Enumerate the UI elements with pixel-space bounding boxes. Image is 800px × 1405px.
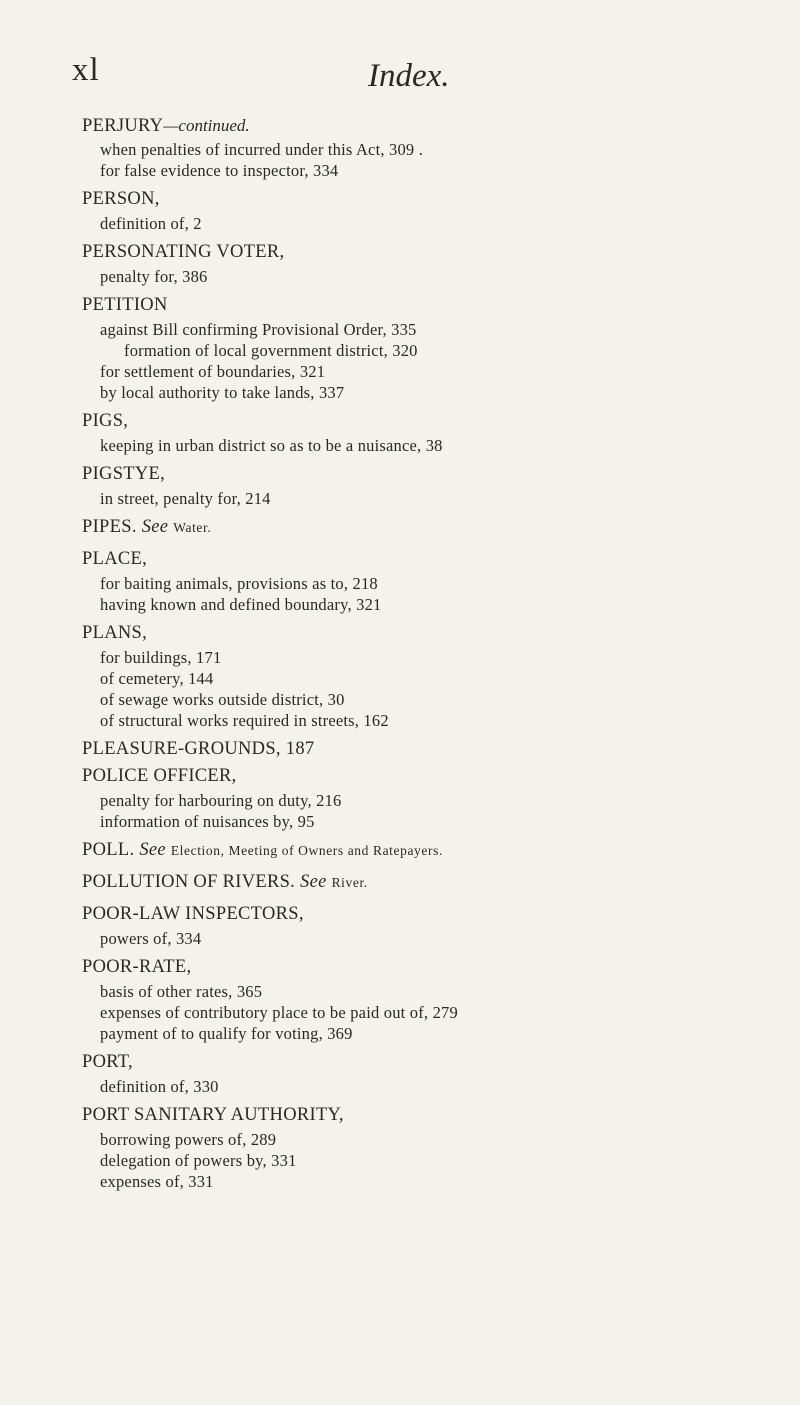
heading-text: POOR-RATE, xyxy=(82,957,192,977)
index-entry xyxy=(0,736,800,763)
index-entry xyxy=(0,763,800,832)
index-entry xyxy=(0,112,800,181)
sub-entry: formation of local government district, 320 xyxy=(124,341,418,360)
sub-entry: for settlement of boundaries, 321 xyxy=(100,362,326,381)
index-entry xyxy=(0,869,800,896)
sub-entry: borrowing powers of, 289 xyxy=(100,1130,277,1149)
sub-entry: definition of, 2 xyxy=(100,214,202,233)
index-entry xyxy=(0,1102,800,1192)
index-entry xyxy=(0,620,800,731)
heading-text: PORT SANITARY AUTHORITY, xyxy=(82,1105,344,1125)
index-entry xyxy=(0,546,800,615)
see-label: See xyxy=(300,872,327,892)
sub-entry: expenses of, 331 xyxy=(100,1172,214,1191)
index-entry xyxy=(0,186,800,234)
heading-text: PERSONATING VOTER, xyxy=(82,242,285,262)
heading-text: POLLUTION OF RIVERS. xyxy=(82,872,296,892)
sub-entry: in street, penalty for, 214 xyxy=(100,489,271,508)
cross-reference: River. xyxy=(331,875,368,890)
index-entry xyxy=(0,901,800,949)
sub-entry: for false evidence to inspector, 334 xyxy=(100,161,339,180)
sub-entry: payment of to qualify for voting, 369 xyxy=(100,1024,353,1043)
heading-text: PLANS, xyxy=(82,623,148,643)
sub-entry: expenses of contributory place to be paid out of, 279 xyxy=(100,1003,458,1022)
sub-entry: basis of other rates, 365 xyxy=(100,982,263,1001)
sub-entry: powers of, 334 xyxy=(100,929,202,948)
heading-text: POLL. xyxy=(82,840,135,860)
index-list xyxy=(0,112,800,1197)
heading-text: PORT, xyxy=(82,1052,133,1072)
heading-text: PIPES. xyxy=(82,517,137,537)
entry-heading xyxy=(0,1049,800,1076)
heading-text: PLACE, xyxy=(82,549,148,569)
entry-heading xyxy=(0,763,800,790)
entry-heading xyxy=(0,954,800,981)
sub-entry: having known and defined boundary, 321 xyxy=(100,595,382,614)
index-entry xyxy=(0,1049,800,1097)
index-entry xyxy=(0,837,800,864)
running-head: Index. xyxy=(368,58,450,94)
sub-entry: definition of, 330 xyxy=(100,1077,219,1096)
entry-heading xyxy=(0,239,800,266)
index-entry xyxy=(0,408,800,456)
see-label: See xyxy=(141,517,169,537)
sub-entry: when penalties of incurred under this Act, 309 . xyxy=(100,140,424,159)
cross-reference: Election, Meeting of Owners and Ratepayers. xyxy=(170,843,443,858)
entry-heading xyxy=(0,736,800,763)
see-label: See xyxy=(139,840,166,860)
heading-text: POOR-LAW INSPECTORS, xyxy=(82,904,304,924)
sub-entry: penalty for, 386 xyxy=(100,267,208,286)
entry-heading xyxy=(0,461,800,488)
sub-entry: for buildings, 171 xyxy=(100,648,222,667)
entry-heading xyxy=(0,837,800,864)
entry-heading xyxy=(0,408,800,435)
entry-heading xyxy=(0,546,800,573)
sub-entry: of cemetery, 144 xyxy=(100,669,214,688)
heading-text: PERJURY xyxy=(82,116,164,136)
entry-heading xyxy=(0,1102,800,1129)
sub-entry: by local authority to take lands, 337 xyxy=(100,383,345,402)
sub-entry: of structural works required in streets, 162 xyxy=(100,711,389,730)
cross-reference: Water. xyxy=(173,520,212,535)
continued-label: —continued. xyxy=(163,116,250,135)
sub-entry: keeping in urban district so as to be a nuisance, 38 xyxy=(100,436,443,455)
index-entry xyxy=(0,514,800,541)
entry-heading xyxy=(0,514,800,541)
heading-text: POLICE OFFICER, xyxy=(82,766,237,786)
page-number: xl xyxy=(72,52,100,88)
entry-heading xyxy=(0,869,800,896)
sub-entry: penalty for harbouring on duty, 216 xyxy=(100,791,342,810)
sub-entry: for baiting animals, provisions as to, 218 xyxy=(100,574,378,593)
heading-text: PIGS, xyxy=(82,411,129,431)
index-entry xyxy=(0,954,800,1044)
index-entry xyxy=(0,292,800,403)
sub-entry: delegation of powers by, 331 xyxy=(100,1151,297,1170)
heading-text: PIGSTYE, xyxy=(82,464,166,484)
entry-heading xyxy=(0,901,800,928)
sub-entry: information of nuisances by, 95 xyxy=(100,812,315,831)
heading-text: PERSON, xyxy=(82,189,160,209)
entry-heading xyxy=(0,112,800,139)
entry-heading xyxy=(0,292,800,319)
index-entry xyxy=(0,239,800,287)
entry-heading xyxy=(0,620,800,647)
heading-text: PETITION xyxy=(82,295,168,315)
heading-text: PLEASURE-GROUNDS, 187 xyxy=(82,739,315,759)
page-header xyxy=(0,52,800,102)
sub-entry: of sewage works outside district, 30 xyxy=(100,690,345,709)
entry-heading xyxy=(0,186,800,213)
entry-spacer xyxy=(0,1192,800,1197)
index-entry xyxy=(0,461,800,509)
sub-entry: against Bill confirming Provisional Order, 335 xyxy=(100,320,417,339)
